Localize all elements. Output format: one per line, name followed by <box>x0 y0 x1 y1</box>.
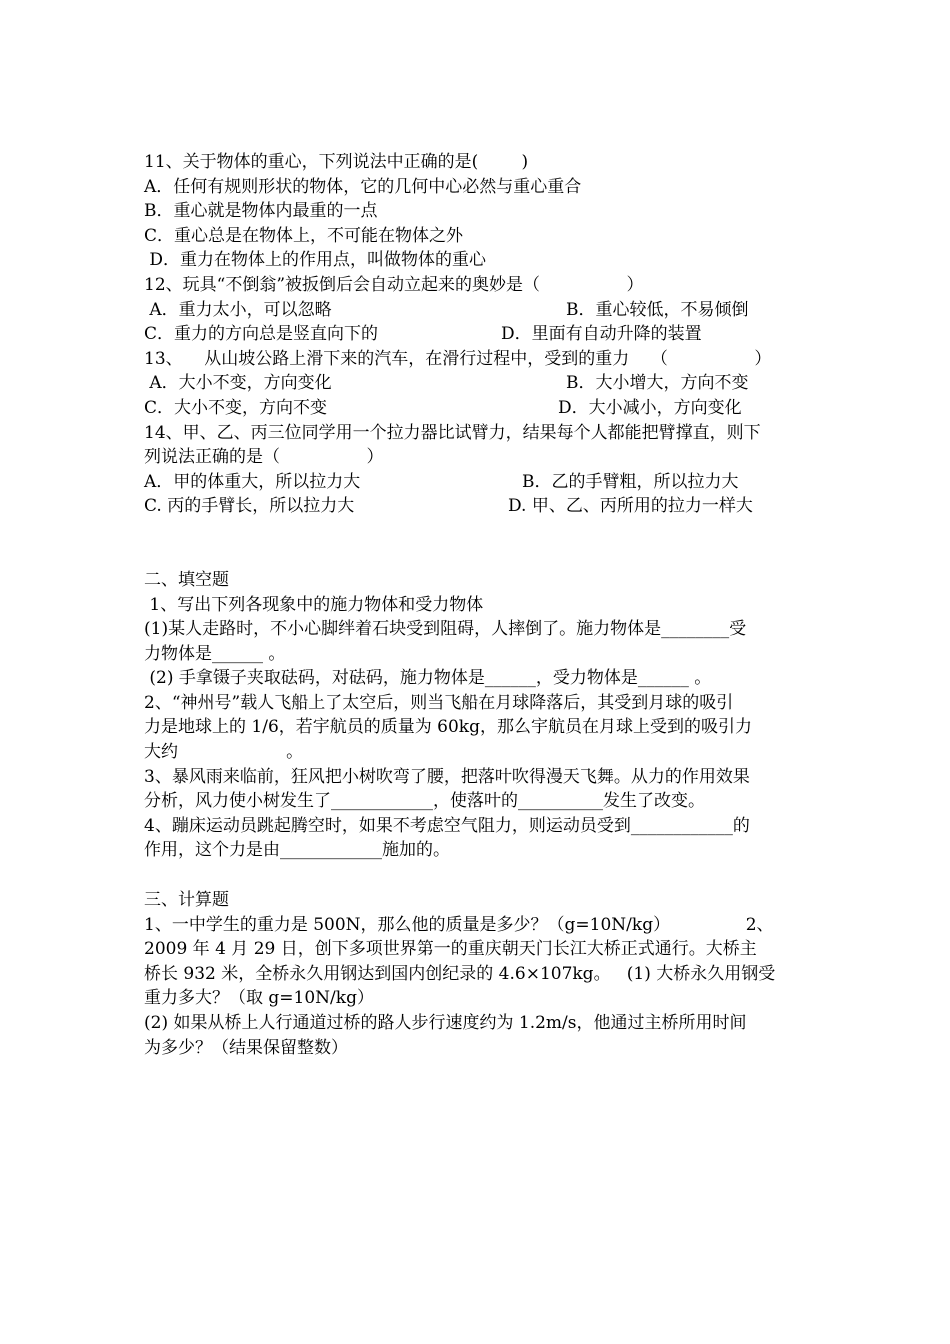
section-fill-blank-title: 二、填空题 <box>144 569 229 590</box>
q12-row-cd <box>144 322 814 347</box>
q12-row-ab <box>144 298 814 323</box>
q14-stem-line2: 列说法正确的是（ ） <box>144 447 384 468</box>
q11-option-a: A．任何有规则形状的物体，它的几何中心必然与重心重合 <box>144 176 582 197</box>
q14-row-ab <box>144 470 814 495</box>
q14-option-c: C. 丙的手臂长，所以拉力大 <box>144 496 355 517</box>
q12-option-a: A．重力太小，可以忽略 <box>144 299 332 320</box>
q13-stem: 13、 从山坡公路上滑下来的汽车，在滑行过程中，受到的重力 （ ） <box>144 348 772 369</box>
calc-q2-line2: 桥长 932 米，全桥永久用钢达到国内创纪录的 4.6×107kg。 (1) 大桥永久用钢受 <box>144 963 776 984</box>
calc-q2-line5: 为多少？（结果保留整数） <box>144 1037 348 1058</box>
q13-option-b: B．大小增大，方向不变 <box>566 373 749 394</box>
q14-row-cd <box>144 494 814 519</box>
q11-option-c: C．重心总是在物体上，不可能在物体之外 <box>144 225 464 246</box>
fill-q1-1-line2: 力物体是______ 。 <box>144 643 286 664</box>
q14-option-b: B．乙的手臂粗，所以拉力大 <box>522 471 739 492</box>
calc-q2-line1: 2009 年 4 月 29 日，创下多项世界第一的重庆朝天门长江大桥正式通行。大桥主 <box>144 939 757 960</box>
section-calc-title: 三、计算题 <box>144 890 229 911</box>
q11-option-d: D．重力在物体上的作用点，叫做物体的重心 <box>144 250 487 271</box>
calc-q1: 1、一中学生的重力是 500N，那么他的质量是多少？（g=10N/kg） 2、 <box>144 914 774 935</box>
q14-option-d: D. 甲、乙、丙所用的拉力一样大 <box>508 496 753 517</box>
fill-q4-line1: 4、蹦床运动员跳起腾空时，如果不考虑空气阻力，则运动员受到____________的 <box>144 815 750 836</box>
fill-q2-line2: 力是地球上的 1/6，若宇航员的质量为 60kg，那么宇航员在月球上受到的吸引力 <box>144 717 752 738</box>
q11-stem: 11、关于物体的重心，下列说法中正确的是( ) <box>144 152 529 172</box>
fill-q4-line2: 作用，这个力是由____________施加的。 <box>144 840 450 861</box>
q13-option-d: D．大小减小，方向变化 <box>558 397 742 418</box>
fill-q1: 1、写出下列各现象中的施力物体和受力物体 <box>144 594 484 615</box>
q14-stem-line1: 14、甲、乙、丙三位同学用一个拉力器比试臂力，结果每个人都能把臂撑直，则下 <box>144 422 761 443</box>
calc-q2-line4: (2) 如果从桥上人行通道过桥的路人步行速度约为 1.2m/s，他通过主桥所用时间 <box>144 1013 747 1033</box>
worksheet-page <box>144 150 814 1060</box>
q14-option-a: A．甲的体重大，所以拉力大 <box>144 471 361 492</box>
q13-row-cd <box>144 396 814 421</box>
q12-option-b: B．重心较低，不易倾倒 <box>566 299 749 320</box>
fill-q2-line3: 大约 。 <box>144 742 304 763</box>
q12-stem: 12、玩具“不倒翁”被扳倒后会自动立起来的奥妙是（ ） <box>144 274 644 295</box>
calc-q2-line3: 重力多大？（取 g=10N/kg） <box>144 988 374 1009</box>
fill-q3-line1: 3、暴风雨来临前，狂风把小树吹弯了腰，把落叶吹得漫天飞舞。从力的作用效果 <box>144 766 750 787</box>
q11-option-b: B．重心就是物体内最重的一点 <box>144 201 378 222</box>
fill-q1-2: (2) 手拿镊子夹取砝码，对砝码，施力物体是______，受力物体是______ 。 <box>144 668 712 689</box>
fill-q1-1-line1: (1)某人走路时，不小心脚绊着石块受到阻碍，人摔倒了。施力物体是________受 <box>144 619 747 640</box>
q13-option-a: A．大小不变，方向变化 <box>144 373 332 394</box>
fill-q3-line2: 分析，风力使小树发生了____________，使落叶的__________发生了改变。 <box>144 791 705 812</box>
q13-row-ab <box>144 371 814 396</box>
q13-option-c: C．大小不变，方向不变 <box>144 397 328 418</box>
q12-option-c: C．重力的方向总是竖直向下的 <box>144 324 379 345</box>
q12-option-d: D．里面有自动升降的装置 <box>501 324 702 345</box>
fill-q2-line1: 2、“神州号”载人飞船上了太空后，则当飞船在月球降落后，其受到月球的吸引 <box>144 692 734 713</box>
